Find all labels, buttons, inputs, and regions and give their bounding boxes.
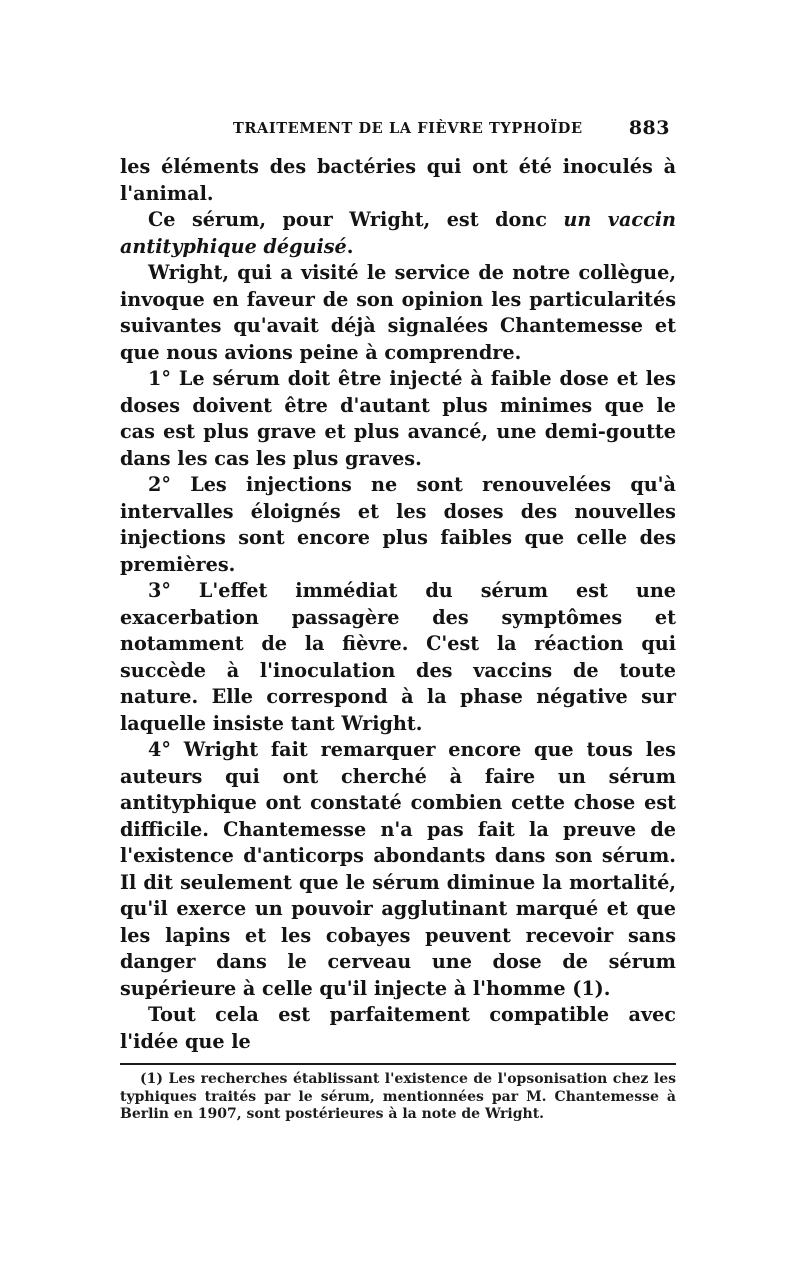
paragraph-text: . (346, 234, 354, 258)
body-text (120, 154, 676, 1055)
paragraph-text: Ce sérum, pour Wright, est donc (148, 208, 564, 231)
footnote-rule (120, 1063, 676, 1065)
paragraph-wright-visit: Wright, qui a visité le service de notre collègue, invoque en faveur de son opinion les particularités suivantes qu'avait déjà signalées Chantemesse et que nous avions peine à comprendre. (120, 261, 676, 364)
paragraph-vaccin-deguise (120, 207, 676, 260)
paragraph-point-4: 4° Wright fait remarquer encore que tous les auteurs qui ont cherché à faire un sérum antityphique ont constaté combien cette chose est difficile. Chantemesse n'a pas fait la preuve de l'existence d'anticorps abondants dans son sérum. Il dit seulement que le sérum diminue la mortalité, qu'il exerce un pouvoir agglutinant marqué et que les lapins et les cobayes peuvent recevoir sans danger dans le cerveau une dose de sérum supérieure à celle qu'il injecte à l'homme (1). (120, 738, 676, 1000)
page-number: 883 (628, 117, 670, 139)
paragraph-point-2: 2° Les injections ne sont renouvelées qu'à intervalles éloignés et les doses des nouvelles injections sont encore plus faibles que celle des premières. (120, 473, 676, 576)
footnote: (1) Les recherches établissant l'existence de l'opsonisation chez les typhiques traités par le sérum, mentionnées par M. Chantemesse à Berlin en 1907, sont postérieures à la note de Wright. (120, 1071, 676, 1122)
running-head (120, 112, 676, 140)
book-page (120, 112, 676, 1138)
paragraph-point-3: 3° L'effet immédiat du sérum est une exacerbation passagère des symptômes et notamment de la fièvre. C'est la réaction qui succède à l'inoculation des vaccins de toute nature. Elle correspond à la phase négative sur laquelle insiste tant Wright. (120, 579, 676, 735)
paragraph-continuation: les éléments des bactéries qui ont été inoculés à l'animal. (120, 155, 676, 205)
italic-phrase: un vaccin antityphique déguisé (120, 208, 676, 258)
paragraph-point-1: 1° Le sérum doit être injecté à faible dose et les doses doivent être d'autant plus minimes que le cas est plus grave et plus avancé, une demi-goutte dans les cas les plus graves. (120, 367, 676, 470)
running-head-title: TRAITEMENT DE LA FIÈVRE TYPHOÏDE (233, 120, 583, 137)
paragraph-final-line: Tout cela est parfaitement compatible avec l'idée que le (120, 1003, 676, 1053)
